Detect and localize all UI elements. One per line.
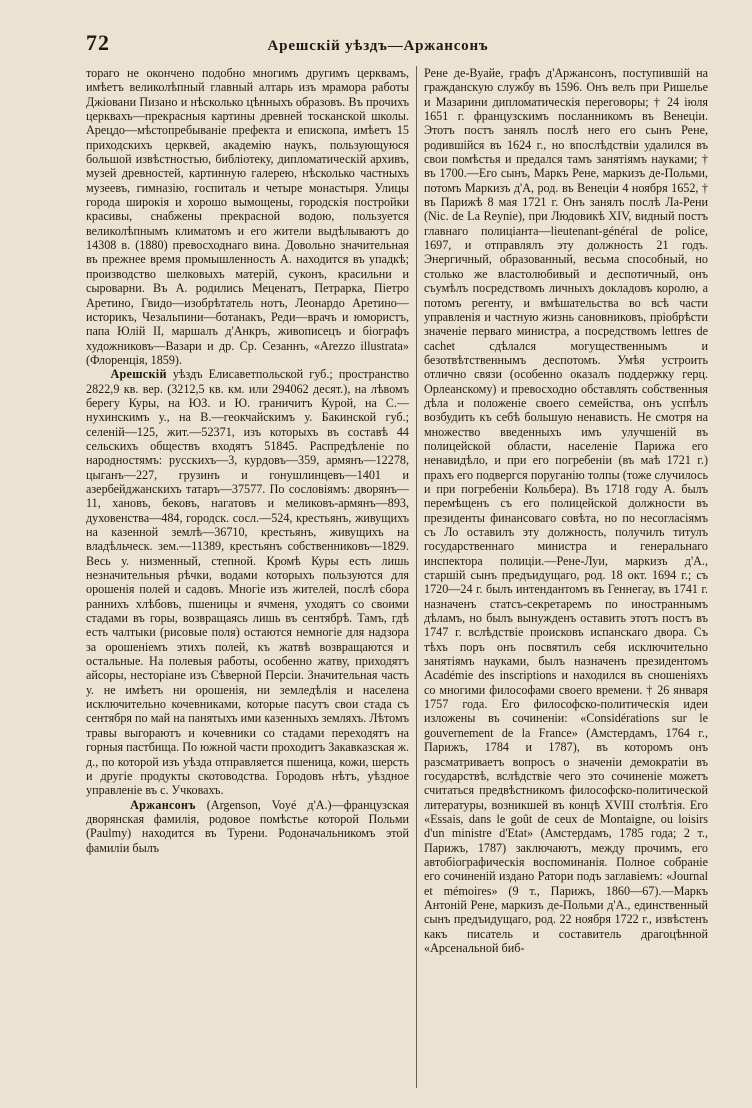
- page-number: 72: [86, 30, 110, 55]
- running-title: Арешскій уѣздъ—Аржансонъ: [267, 38, 489, 54]
- right-column: [424, 66, 708, 1092]
- continuation-text: тораго не окончено подобно многимъ другимъ церквамъ, имѣетъ великолѣпный главный алтарь изъ мрамора работы Джіовани Пизано и нѣсколько цѣнныхъ образовъ. Въ прочихъ церквахъ—прекрасныя картины древней тосканской школы. Арецдо—мѣстопребываніе префекта и епископа, имѣетъ 15 приходскихъ церквей, академію наукъ, пользующуюся большой извѣстностью, библіотеку, дипломатическій архивъ, музей древностей, картинную галерею, нѣсколько частныхъ музеевъ, гимназію, госпиталь и четыре монастыря. Улицы города широкія и хорошо вымощены, городскія постройки красивы, снабжены прекрасной водою, пользуется великолѣпнымъ климатомъ и его жители выдѣлываютъ до 14308 в. (1880) превосходнаго вина. Довольно значительная въ прежнее время промышленность А. находится въ упадкѣ; производство шелковыхъ матерій, суконъ, красильни и сыроварни. Въ А. родились Меценатъ, Петрарка, Піетро Аретино, Гвидо—изобрѣтатель нотъ, Леонардо Аретино—историкъ, Чезальпини—ботанакъ, Реди—врачъ и юмористъ, папа Юлій II, маршалъ д'Анкръ, живописецъ и біографъ художниковъ—Вазари и др. Ср. Сезаннъ, «Arezzo illustrata» (Флоренція, 1859).: [86, 66, 409, 367]
- entry-areshsky: [86, 367, 409, 797]
- entry-argenson: [86, 798, 409, 855]
- right-column-text: Рене де-Вуайе, графъ д'Аржансонъ, поступившій на гражданскую службу въ 1596. Онъ велъ при Ришелье и Мазарини дипломатическія переговоры; † 24 іюля 1651 г. французскимъ посланникомъ въ Венеціи. Этотъ постъ занялъ послѣ него его сынъ Рене, родившійся въ 1624 г., но впослѣдствіи удалился въ свои помѣстья и предался тамъ занятіямъ науками; † въ 1700.—Его сынъ, Маркъ Рене, маркизъ де-Польми, потомъ Маркизъ д'А, род. въ Венеціи 4 ноября 1652, † въ Парижѣ 8 мая 1721 г. Онъ занялъ послѣ Ла-Рени (Nic. de La Reynie), при Людовикѣ XIV, видный постъ главнаго полиціанта—lieutenant-général de police, 1697, и отправлялъ эту должность 21 годъ. Энергичный, образованный, весьма способный, но столько же властолюбивый и деспотичный, онъ съумѣлъ посредствомъ личныхъ докладовъ королю, а потомъ регенту, и вмѣшательства во всѣ части управленія и частную жизнь сановниковъ, пріобрѣсти значеніе перваго министра, а посредствомъ lettres de cachet сдѣлался могущественнымъ и безотвѣтственнымъ деспотомъ. Умѣя устроить отлично связи (особенно оказалъ поддержку герц. Орлеанскому) и превосходно обставлять собственныя дѣла и положеніе своего семейства, онъ успѣлъ возбудить къ себѣ большую ненависть. Не смотря на множество введенныхъ имъ улучшеній въ полицейской области, населеніе Парижа его ненавидѣло, и при его погребеніи (въ маѣ 1721 г.) прахъ его подвергся поруганію толпы (тоже случилось и при погребеніи Кольбера). Въ 1718 году А. былъ перемѣщенъ съ его полицейской должности въ президенты финансоваго совѣта, но по несогласіямъ съ Ло оставилъ эту должность, получилъ титулъ государственнаго министра и генеральнаго инспектора полиціи.—Рене-Луи, маркизъ д'А., старшій сынъ предъидущаго, род. 18 окт. 1694 г.; съ 1720—24 г. былъ интендантомъ въ Геннегау, въ 1741 г. назначенъ статсъ-секретаремъ по иностраннымъ дѣламъ, но былъ вынужденъ оставить этотъ постъ въ 1747 г. вслѣдствіе происковъ испанскаго двора. Съ тѣхъ поръ онъ посвятилъ себя исключительно занятіямъ науками, былъ назначенъ президентомъ Académie des inscriptions и находился въ сношеніяхъ со многими философами своего времени. † 26 января 1757 года. Его философско-политическія идеи изложены въ сочиненіи: «Considérations sur le gouvernement de la France» (Амстердамъ, 1764 г., Парижъ, 1784 и 1787), въ которомъ онъ разсматриваетъ вопросъ о значеніи демократіи въ государствѣ, вслѣдствіе чего это сочиненіе можетъ считаться предвѣстникомъ философско-политической литературы, возникшей въ концѣ XVIII столѣтія. Его «Essais, dans le goût de ceux de Montaigne, ou loisirs d'un ministre d'Etat» (Амстердамъ, 1785 года; 2 т., Парижъ, 1787) заключаютъ, между прочимъ, его автобіографическія воспоминанія. Полное собраніе его сочиненій издано Ратори подъ заглавіемъ: «Journal et mémoires» (9 т., Парижъ, 1860—67).—Маркъ Антоній Рене, маркизъ де-Польми д'А., единственный сынъ предъидущаго, род. 22 ноября 1722 г., извѣстенъ какъ писатель и составитель драгоцѣнной «Арсенальной биб-: [424, 66, 708, 955]
- page-header: [86, 30, 706, 56]
- argenson-continuation: [424, 66, 708, 955]
- column-divider: [416, 66, 417, 1088]
- entry-body: (Argenson, Voyé д'А.)—французская дворянская фамилія, родовое помѣстье которой Польми (Paulmy) находится въ Турени. Родоначальникомъ этой фамиліи былъ: [86, 797, 409, 855]
- continuation-paragraph: [86, 66, 409, 367]
- entry-body: уѣздъ Елисаветпольской губ.; пространство 2822,9 кв. вер. (3212,5 кв. км. или 294062 десят.), на лѣвомъ берегу Куры, на ЮЗ. и Ю. граничитъ Курой, на С.—нухинскимъ у., на В.—геокчайскимъ у. Бакинской губ.; селеній—125, жит.—52371, изъ которыхъ въ составѣ 44 сельскихъ обществъ входятъ 51845. Распредѣленіе по народностямъ: русскихъ—3, курдовъ—359, армянъ—12278, цыганъ—227, грузинъ и гонушлинцевъ—1401 и азербейджанскихъ татаръ—37577. По сословіямъ: дворянъ—11, хановъ, бековъ, нагатовъ и меликовъ-армянъ—893, духовенства—484, городск. сосл.—524, крестьянъ, живущихъ на казенной землѣ—36710, крестьянъ, живущихъ на владѣльческ. зем.—11389, крестьянъ собственниковъ—1829. Весь у. низменный, степной. Кромѣ Куры есть лишь незначительныя рѣчки, водами которыхъ пользуются для орошенія полей и садовъ. Многіе изъ жителей, послѣ сбора раннихъ хлѣбовъ, пшеницы и ячменя, уходятъ со своими стадами въ горы, возвращаясь лишь въ сентябрѣ. Тамъ, гдѣ есть чалтыки (рисовые поля) остаются немногіе для надзора за орошеніемъ этихъ полей, къ жатвѣ возвращаются и остальные. На полевыя работы, особенно жатву, приходятъ айсоры, несторіане изъ Сѣверной Персіи. Значительная часть у. не имѣетъ ни орошенія, ни земледѣлія и населена исключительно кочевниками, которые пасутъ свои стада съ сентября по май на панятыхъ ими казенныхъ земляхъ. Лѣтомъ травы выгораютъ и кочевники со стадами переходятъ на горныя пастбища. По южной части проходитъ Закавказская ж. д., по которой изъ уѣзда отправляется пшеница, кожи, шерсть и другіе продукты скотоводства. Городовъ нѣтъ, уѣздное управленіе въ с. Учковахъ.: [86, 367, 409, 798]
- left-column: [86, 66, 409, 1092]
- entry-heading: Аржансонъ: [130, 797, 196, 812]
- entry-heading: Арешскій: [110, 367, 167, 382]
